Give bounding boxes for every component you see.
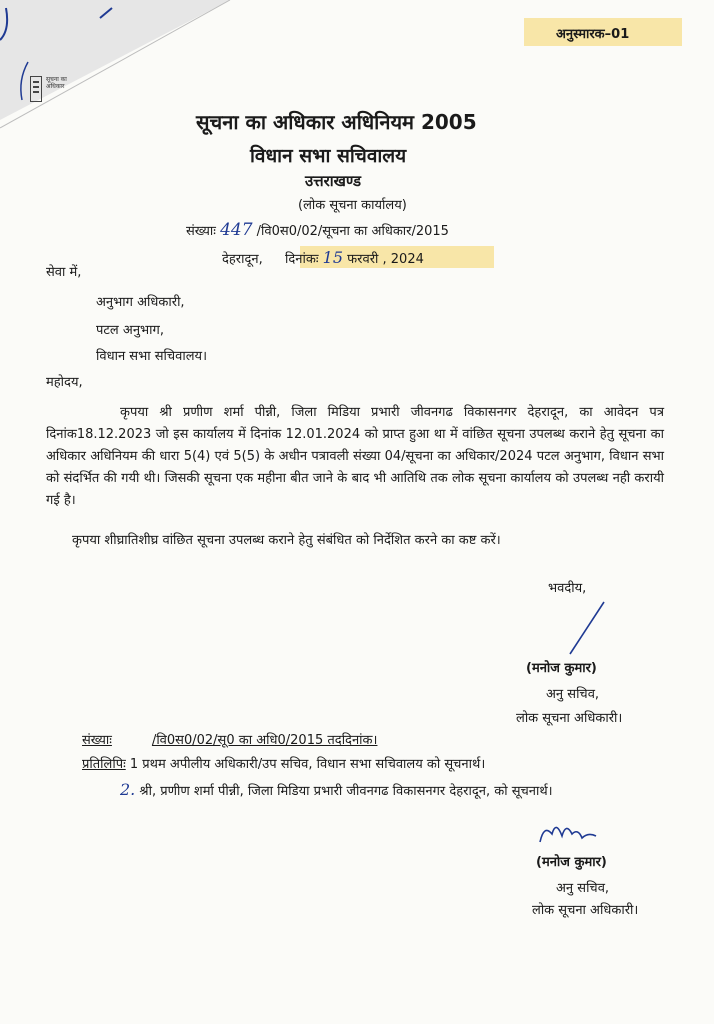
header-title: सूचना का अधिकार अधिनियम 2005 xyxy=(196,110,477,134)
signer-name: (मनोज कुमार) xyxy=(526,661,597,676)
copy-item-2-number: 2. xyxy=(120,780,136,799)
signature-scrawl xyxy=(536,814,606,854)
body-paragraph-1 xyxy=(46,402,664,512)
reference-number xyxy=(186,220,449,240)
ref-rest: /वि0स0/02/सूचना का अधिकार/2015 xyxy=(256,224,449,239)
header-unit: (लोक सूचना कार्यालय) xyxy=(298,198,407,213)
reference-date xyxy=(222,248,424,267)
pratilipi-label: प्रतिलिपिः xyxy=(82,757,126,772)
copy-number xyxy=(82,730,377,748)
recipient-line-1: अनुभाग अधिकारी, xyxy=(96,295,185,310)
date-rest: फरवरी , 2024 xyxy=(347,252,424,267)
salutation: महोदय, xyxy=(46,375,83,390)
recipient-line-2: पटल अनुभाग, xyxy=(96,323,164,338)
seva-me: सेवा में, xyxy=(46,265,82,280)
bhavdiya: भवदीय, xyxy=(548,581,587,596)
body-paragraph-1-text: कृपया श्री प्रणीण शर्मा पीन्नी, जिला मिडिया प्रभारी जीवनगढ विकासनगर देहरादून, का आवेदन पत्र दिनांक18.12.2023 जो इस कार्यालय में दिनांक 12.01.2024 को प्राप्त हुआ था में वांछित सूचना उपलब्ध कराने हेतु सूचना का अधिकार अधिनियम की धारा 5(4) एवं 5(5) के अधीन पत्रावली संख्या 04/सूचना का अधिकार/2024 पटल अनुभाग, विधान सभा को संदर्भित की गयी थी। जिसकी सूचना एक महीना बीत जाने के बाद भी आतिथि तक लोक सूचना कार्यालय को उपलब्ध नही करायी गई है। xyxy=(46,405,664,508)
logo-line-2: अधिकार xyxy=(46,83,65,90)
copy-item-1 xyxy=(82,754,485,772)
rti-logo-icon xyxy=(30,76,42,102)
copy-number-rest: /वि0स0/02/सू0 का अधि0/2015 तददिनांक। xyxy=(151,733,378,748)
ref-number-handwritten: 447 xyxy=(220,220,253,240)
ref-label: संख्याः xyxy=(186,224,216,239)
copy-item-1-text: 1 प्रथम अपीलीय अधिकारी/उप सचिव, विधान सभा सचिवालय को सूचनार्थ। xyxy=(129,757,486,772)
rti-logo xyxy=(30,76,67,102)
signer2-designation: अनु सचिव, xyxy=(556,881,610,896)
signer-office: लोक सूचना अधिकारी। xyxy=(516,711,623,726)
header-state: उत्तराखण्ड xyxy=(305,172,362,190)
date-day-handwritten: 15 xyxy=(322,248,343,267)
signer2-office: लोक सूचना अधिकारी। xyxy=(532,903,639,918)
place: देहरादून, xyxy=(222,252,263,267)
body-paragraph-2 xyxy=(46,530,664,552)
logo-line-1: सूचना का xyxy=(46,76,67,83)
signer2-name: (मनोज कुमार) xyxy=(536,855,607,870)
date-label: दिनांकः xyxy=(285,252,319,267)
body-paragraph-2-text: कृपया शीघ्रातिशीघ्र वांछित सूचना उपलब्ध कराने हेतु संबंधित को निर्देशित करने का कष्ट करें। xyxy=(72,533,501,548)
annusmarak-stamp: अनुस्मारक–01 xyxy=(556,27,630,42)
signer-designation: अनु सचिव, xyxy=(546,687,600,702)
copy-number-label: संख्याः xyxy=(82,733,112,748)
copy-item-2-text: श्री, प्रणीण शर्मा पीन्नी, जिला मिडिया प्रभारी जीवनगढ विकासनगर देहरादून, को सूचनार्थ। xyxy=(139,784,553,799)
copy-item-2 xyxy=(120,780,553,799)
signature-stroke xyxy=(560,598,610,658)
header-office: विधान सभा सचिवालय xyxy=(250,145,407,167)
recipient-line-3: विधान सभा सचिवालय। xyxy=(96,349,208,364)
